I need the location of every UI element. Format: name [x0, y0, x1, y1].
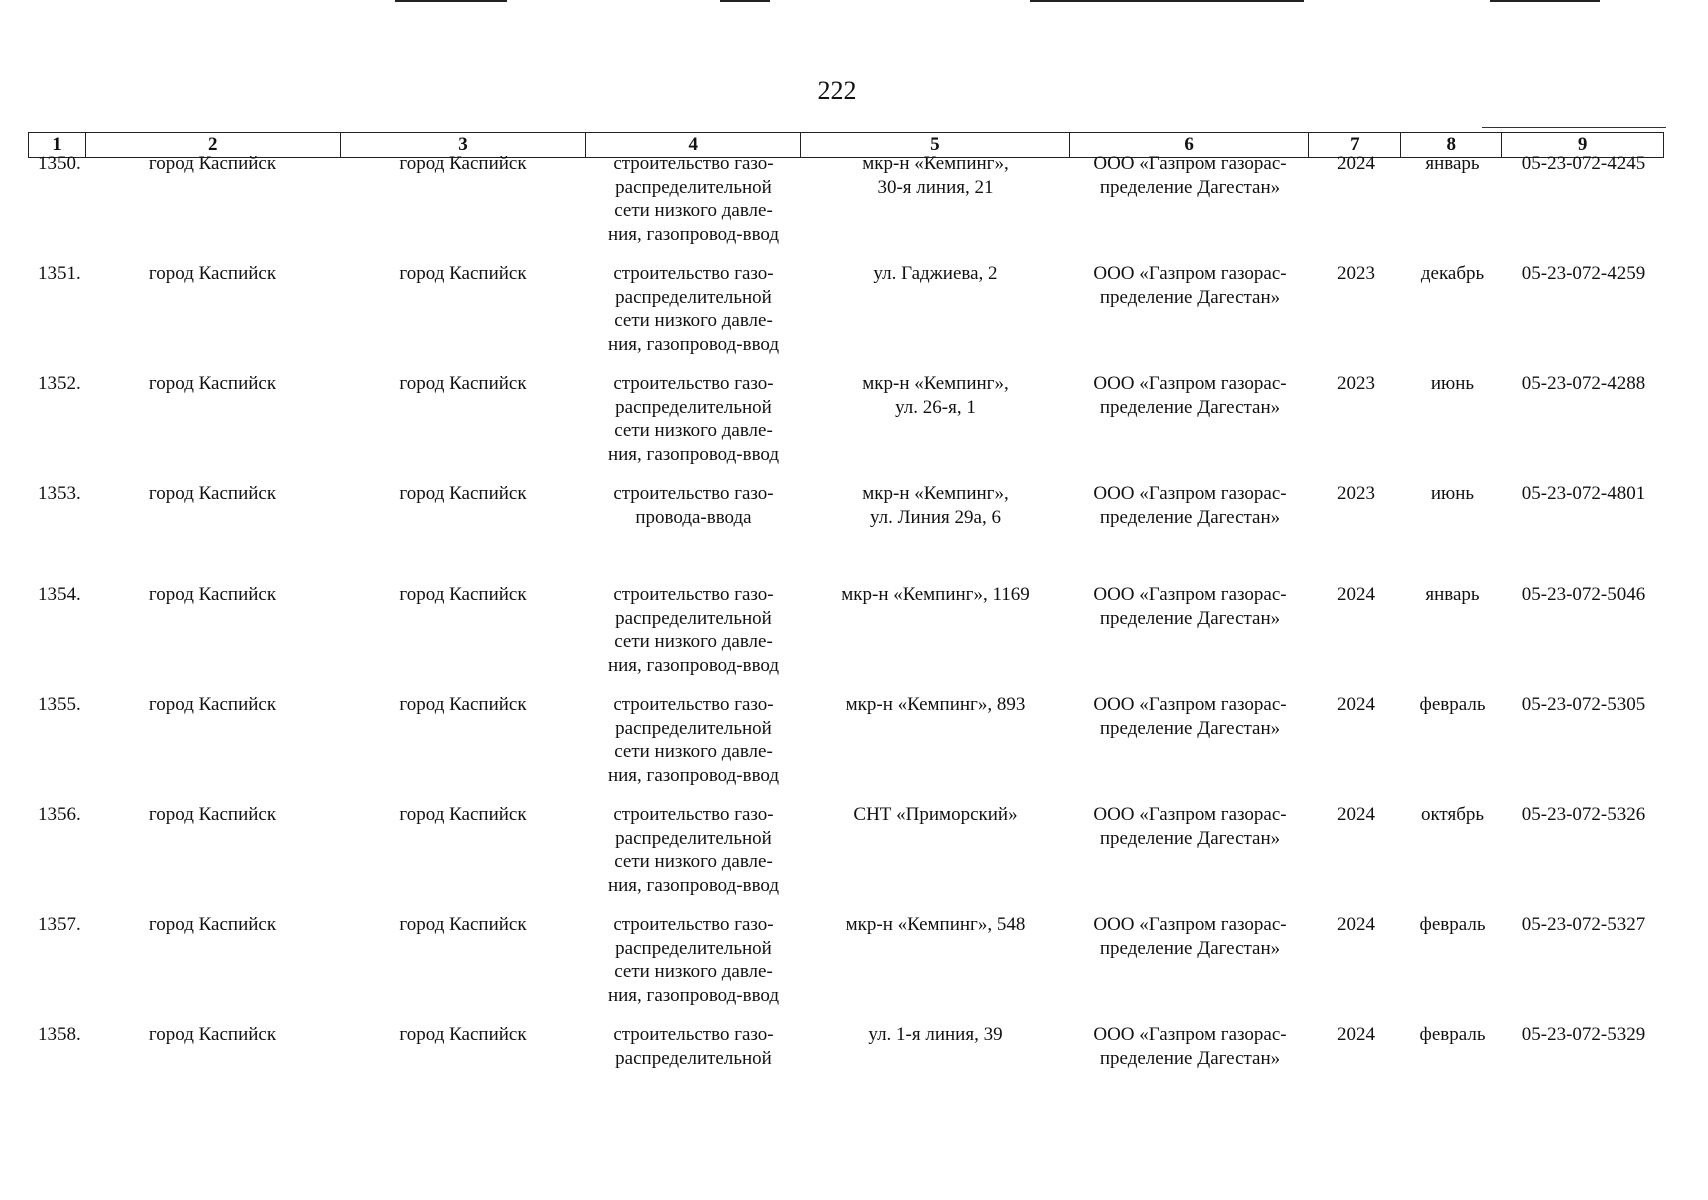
organization-cell: ООО «Газпром газорас- пределение Дагестан»	[1093, 584, 1287, 629]
row-number: 1358.	[38, 1024, 81, 1045]
scan-edge-line	[720, 0, 770, 2]
table-row	[28, 913, 1664, 1007]
organization-cell: ООО «Газпром газорас- пределение Дагестан»	[1093, 804, 1287, 849]
year-cell: 2024	[1337, 694, 1375, 715]
row-number: 1352.	[38, 373, 81, 394]
code-cell: 05-23-072-5305	[1521, 694, 1646, 715]
code-cell: 05-23-072-4245	[1521, 153, 1646, 174]
district-cell: город Каспийск	[148, 153, 277, 174]
year-cell: 2023	[1337, 483, 1375, 504]
scan-edge-line	[395, 0, 507, 2]
month-cell: декабрь	[1420, 263, 1485, 284]
code-cell: 05-23-072-5326	[1521, 804, 1646, 825]
district-cell: город Каспийск	[148, 804, 277, 825]
table-row	[28, 152, 1664, 246]
year-cell: 2024	[1337, 914, 1375, 935]
table-row	[28, 482, 1664, 529]
settlement-cell: город Каспийск	[399, 1024, 527, 1045]
works-cell: строительство газо- распределительной сети низкого давле- ния, газопровод-ввод	[607, 584, 780, 676]
settlement-cell: город Каспийск	[399, 373, 527, 394]
address-cell: мкр-н «Кемпинг», ул. 26-я, 1	[862, 373, 1009, 418]
district-cell: город Каспийск	[148, 694, 277, 715]
address-cell: мкр-н «Кемпинг», 893	[845, 694, 1026, 715]
column-header: 2	[86, 133, 341, 157]
scan-edge-line	[1030, 0, 1304, 2]
row-number: 1357.	[38, 914, 81, 935]
column-header: 4	[586, 133, 801, 157]
code-cell: 05-23-072-4288	[1521, 373, 1646, 394]
page-number: 222	[817, 76, 857, 105]
header-top-line	[1482, 127, 1666, 128]
code-cell: 05-23-072-4259	[1521, 263, 1646, 284]
organization-cell: ООО «Газпром газорас- пределение Дагестан»	[1093, 483, 1287, 528]
works-cell: строительство газо- распределительной	[613, 1024, 774, 1069]
works-cell: строительство газо- распределительной сети низкого давле- ния, газопровод-ввод	[607, 263, 780, 355]
table-row	[28, 1023, 1664, 1070]
district-cell: город Каспийск	[148, 483, 277, 504]
row-number: 1355.	[38, 694, 81, 715]
column-header: 5	[801, 133, 1070, 157]
column-header: 6	[1070, 133, 1310, 157]
row-number: 1356.	[38, 804, 81, 825]
settlement-cell: город Каспийск	[399, 804, 527, 825]
address-cell: мкр-н «Кемпинг», ул. Линия 29а, 6	[862, 483, 1009, 528]
works-cell: строительство газо- распределительной сети низкого давле- ния, газопровод-ввод	[607, 804, 780, 896]
district-cell: город Каспийск	[148, 263, 277, 284]
row-number: 1353.	[38, 483, 81, 504]
district-cell: город Каспийск	[148, 373, 277, 394]
settlement-cell: город Каспийск	[399, 153, 527, 174]
month-cell: февраль	[1419, 914, 1486, 935]
column-header: 1	[29, 133, 86, 157]
column-header: 3	[341, 133, 587, 157]
year-cell: 2024	[1337, 153, 1375, 174]
month-cell: январь	[1425, 153, 1480, 174]
settlement-cell: город Каспийск	[399, 914, 527, 935]
row-number: 1354.	[38, 584, 81, 605]
scan-edge-line	[1490, 0, 1600, 2]
code-cell: 05-23-072-5327	[1521, 914, 1646, 935]
works-cell: строительство газо- распределительной сети низкого давле- ния, газопровод-ввод	[607, 153, 780, 245]
settlement-cell: город Каспийск	[399, 584, 527, 605]
organization-cell: ООО «Газпром газорас- пределение Дагестан»	[1093, 373, 1287, 418]
address-cell: мкр-н «Кемпинг», 30-я линия, 21	[862, 153, 1009, 198]
organization-cell: ООО «Газпром газорас- пределение Дагестан»	[1093, 914, 1287, 959]
month-cell: июнь	[1430, 373, 1475, 394]
works-cell: строительство газо- распределительной сети низкого давле- ния, газопровод-ввод	[607, 694, 780, 786]
address-cell: ул. 1-я линия, 39	[868, 1024, 1003, 1045]
table-row	[28, 693, 1664, 787]
works-cell: строительство газо- распределительной сети низкого давле- ния, газопровод-ввод	[607, 373, 780, 465]
column-header: 9	[1577, 134, 1588, 155]
row-number: 1351.	[38, 263, 81, 284]
settlement-cell: город Каспийск	[399, 483, 527, 504]
district-cell: город Каспийск	[148, 584, 277, 605]
column-header: 8	[1401, 133, 1502, 157]
year-cell: 2023	[1337, 373, 1375, 394]
table-row	[28, 262, 1664, 356]
row-number: 1350.	[38, 153, 81, 174]
address-cell: мкр-н «Кемпинг», 1169	[841, 584, 1030, 605]
year-cell: 2024	[1337, 804, 1375, 825]
organization-cell: ООО «Газпром газорас- пределение Дагестан»	[1093, 1024, 1287, 1069]
month-cell: февраль	[1419, 1024, 1486, 1045]
settlement-cell: город Каспийск	[399, 263, 527, 284]
code-cell: 05-23-072-5046	[1521, 584, 1646, 605]
organization-cell: ООО «Газпром газорас- пределение Дагестан»	[1093, 153, 1287, 198]
code-cell: 05-23-072-4801	[1521, 483, 1646, 504]
settlement-cell: город Каспийск	[399, 694, 527, 715]
address-cell: мкр-н «Кемпинг», 548	[845, 914, 1026, 935]
year-cell: 2024	[1337, 1024, 1375, 1045]
column-header: 7	[1309, 133, 1401, 157]
code-cell: 05-23-072-5329	[1521, 1024, 1646, 1045]
address-cell: СНТ «Приморский»	[853, 804, 1018, 825]
table-row	[28, 583, 1664, 677]
district-cell: город Каспийск	[148, 914, 277, 935]
month-cell: июнь	[1430, 483, 1475, 504]
year-cell: 2024	[1337, 584, 1375, 605]
table-row	[28, 372, 1664, 466]
table-row	[28, 803, 1664, 897]
works-cell: строительство газо- распределительной сети низкого давле- ния, газопровод-ввод	[607, 914, 780, 1006]
month-cell: октябрь	[1420, 804, 1485, 825]
organization-cell: ООО «Газпром газорас- пределение Дагестан»	[1093, 263, 1287, 308]
works-cell: строительство газо- провода-ввода	[613, 483, 774, 528]
organization-cell: ООО «Газпром газорас- пределение Дагестан»	[1093, 694, 1287, 739]
district-cell: город Каспийск	[148, 1024, 277, 1045]
month-cell: январь	[1425, 584, 1480, 605]
address-cell: ул. Гаджиева, 2	[873, 263, 998, 284]
month-cell: февраль	[1419, 694, 1486, 715]
year-cell: 2023	[1337, 263, 1375, 284]
